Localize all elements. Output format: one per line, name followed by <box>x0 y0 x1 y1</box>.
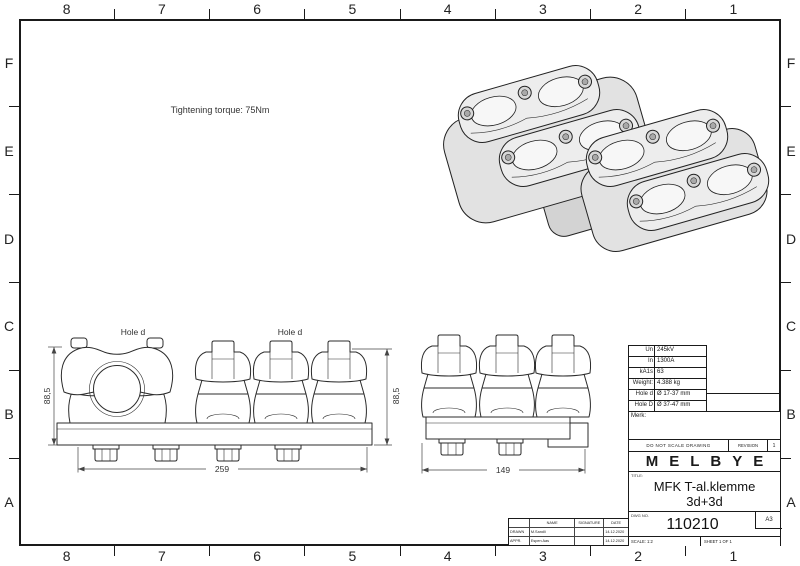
approval-name-cell: M.Sandli <box>529 528 575 536</box>
approval-row <box>509 537 628 545</box>
approval-role-cell: APPR. <box>510 539 522 543</box>
zone-column-label: 3 <box>538 548 547 564</box>
spec-row <box>629 379 706 390</box>
front-view-right <box>421 335 590 455</box>
paper-size-badge: A3 <box>755 512 782 529</box>
zone-column-label: 2 <box>634 1 643 17</box>
spec-value: 63 <box>654 368 706 378</box>
spec-row <box>629 346 706 357</box>
zone-column-label: 8 <box>62 1 71 17</box>
approval-role-cell: DRAWN <box>510 530 525 534</box>
zone-column-label: 5 <box>348 548 357 564</box>
approval-date-cell: 14.12.2020 <box>603 537 628 545</box>
zone-column-label: 4 <box>443 1 452 17</box>
spec-label: Hole D <box>634 402 653 408</box>
dim-height-right: 88,5 <box>391 387 401 405</box>
zone-row-label: D <box>3 230 15 247</box>
zone-column-label: 1 <box>729 548 738 564</box>
approval-row <box>509 528 628 537</box>
zone-column-label: 2 <box>634 548 643 564</box>
spec-value: Ø 37-47 mm <box>654 401 706 411</box>
approval-header-cell: DATE <box>603 519 628 527</box>
spec-table <box>628 345 707 411</box>
dwg-row <box>628 512 781 537</box>
spec-label: Weight: <box>632 380 653 386</box>
zone-column-label: 1 <box>729 1 738 17</box>
spec-value: 245kV <box>654 346 706 356</box>
sheet-text: SHEET 1 OF 1 <box>700 537 780 546</box>
approval-corner-cell <box>509 519 529 527</box>
spec-row <box>629 390 706 401</box>
title-area <box>628 472 781 512</box>
hole-label-left: Hole d <box>120 327 146 337</box>
zone-column-label: 4 <box>443 548 452 564</box>
approval-header-cell: SIGNATURE <box>574 519 603 527</box>
front-view-left <box>57 338 372 461</box>
scale-text: SCALE: 1:2 <box>631 539 653 544</box>
approval-name-cell: Espen Aas <box>529 537 575 545</box>
company-logo: MELBYE <box>628 452 781 472</box>
zone-column-label: 6 <box>253 1 262 17</box>
zone-column-label: 5 <box>348 1 357 17</box>
zone-row-label: F <box>786 54 796 71</box>
spec-side-divider <box>707 393 781 394</box>
approval-date-cell: 14.12.2020 <box>603 528 628 536</box>
zone-column-label: 6 <box>253 548 262 564</box>
spec-label: kA1s <box>639 369 653 375</box>
dim-width-left: 259 <box>214 464 230 474</box>
zone-column-label: 8 <box>62 548 71 564</box>
approval-table <box>508 518 628 546</box>
spec-value: 1300A <box>654 357 706 367</box>
spec-label: Un <box>645 347 653 353</box>
spec-row <box>629 401 706 411</box>
spec-row <box>629 368 706 379</box>
drawing-number: 110210 <box>666 516 719 533</box>
dim-width-right: 149 <box>495 465 511 475</box>
isometric-view <box>437 60 774 257</box>
merk-box <box>628 411 781 440</box>
zone-row-label: E <box>4 142 14 159</box>
zone-row-label: C <box>785 318 797 335</box>
zone-row-label: E <box>786 142 796 159</box>
zone-row-label: C <box>3 318 15 335</box>
approval-signature-cell <box>574 528 603 536</box>
drawing-title-line1: MFK T-al.klemme <box>653 479 756 494</box>
do-not-scale-label: DO NOT SCALE DRAWING <box>646 443 711 448</box>
dwg-no-label: DWG NO. <box>631 513 649 518</box>
note-strip <box>628 440 781 452</box>
dim-height-left: 88,5 <box>42 387 52 405</box>
zone-column-label: 3 <box>538 1 547 17</box>
zone-column-label: 7 <box>157 548 166 564</box>
spec-label: In <box>647 358 653 364</box>
spec-label: Hole d <box>635 391 653 397</box>
revision-label: REVISION <box>728 440 767 451</box>
zone-row-label: F <box>4 54 14 71</box>
spec-row <box>629 357 706 368</box>
zone-row-label: A <box>786 494 796 511</box>
scale-sheet-strip <box>628 537 781 546</box>
zone-row-label: B <box>4 406 14 423</box>
spec-value: 4.388 kg <box>654 379 706 389</box>
approval-header-row <box>509 519 628 528</box>
drawing-title-line2: 3d+3d <box>686 493 723 509</box>
title-label: TITLE: <box>631 473 644 478</box>
zone-row-label: B <box>786 406 796 423</box>
approval-signature-cell <box>574 537 603 545</box>
torque-note: Tightening torque: 75Nm <box>170 105 270 115</box>
revision-value: 1 <box>767 440 780 451</box>
weight-cell <box>686 537 700 546</box>
zone-row-label: A <box>4 494 14 511</box>
merk-label: Merk: <box>631 413 646 419</box>
hole-label-right: Hole d <box>277 327 303 337</box>
spec-value: Ø 17-37 mm <box>654 390 706 400</box>
zone-row-label: D <box>785 230 797 247</box>
approval-header-cell: NAME <box>529 519 575 527</box>
zone-column-label: 7 <box>157 1 166 17</box>
